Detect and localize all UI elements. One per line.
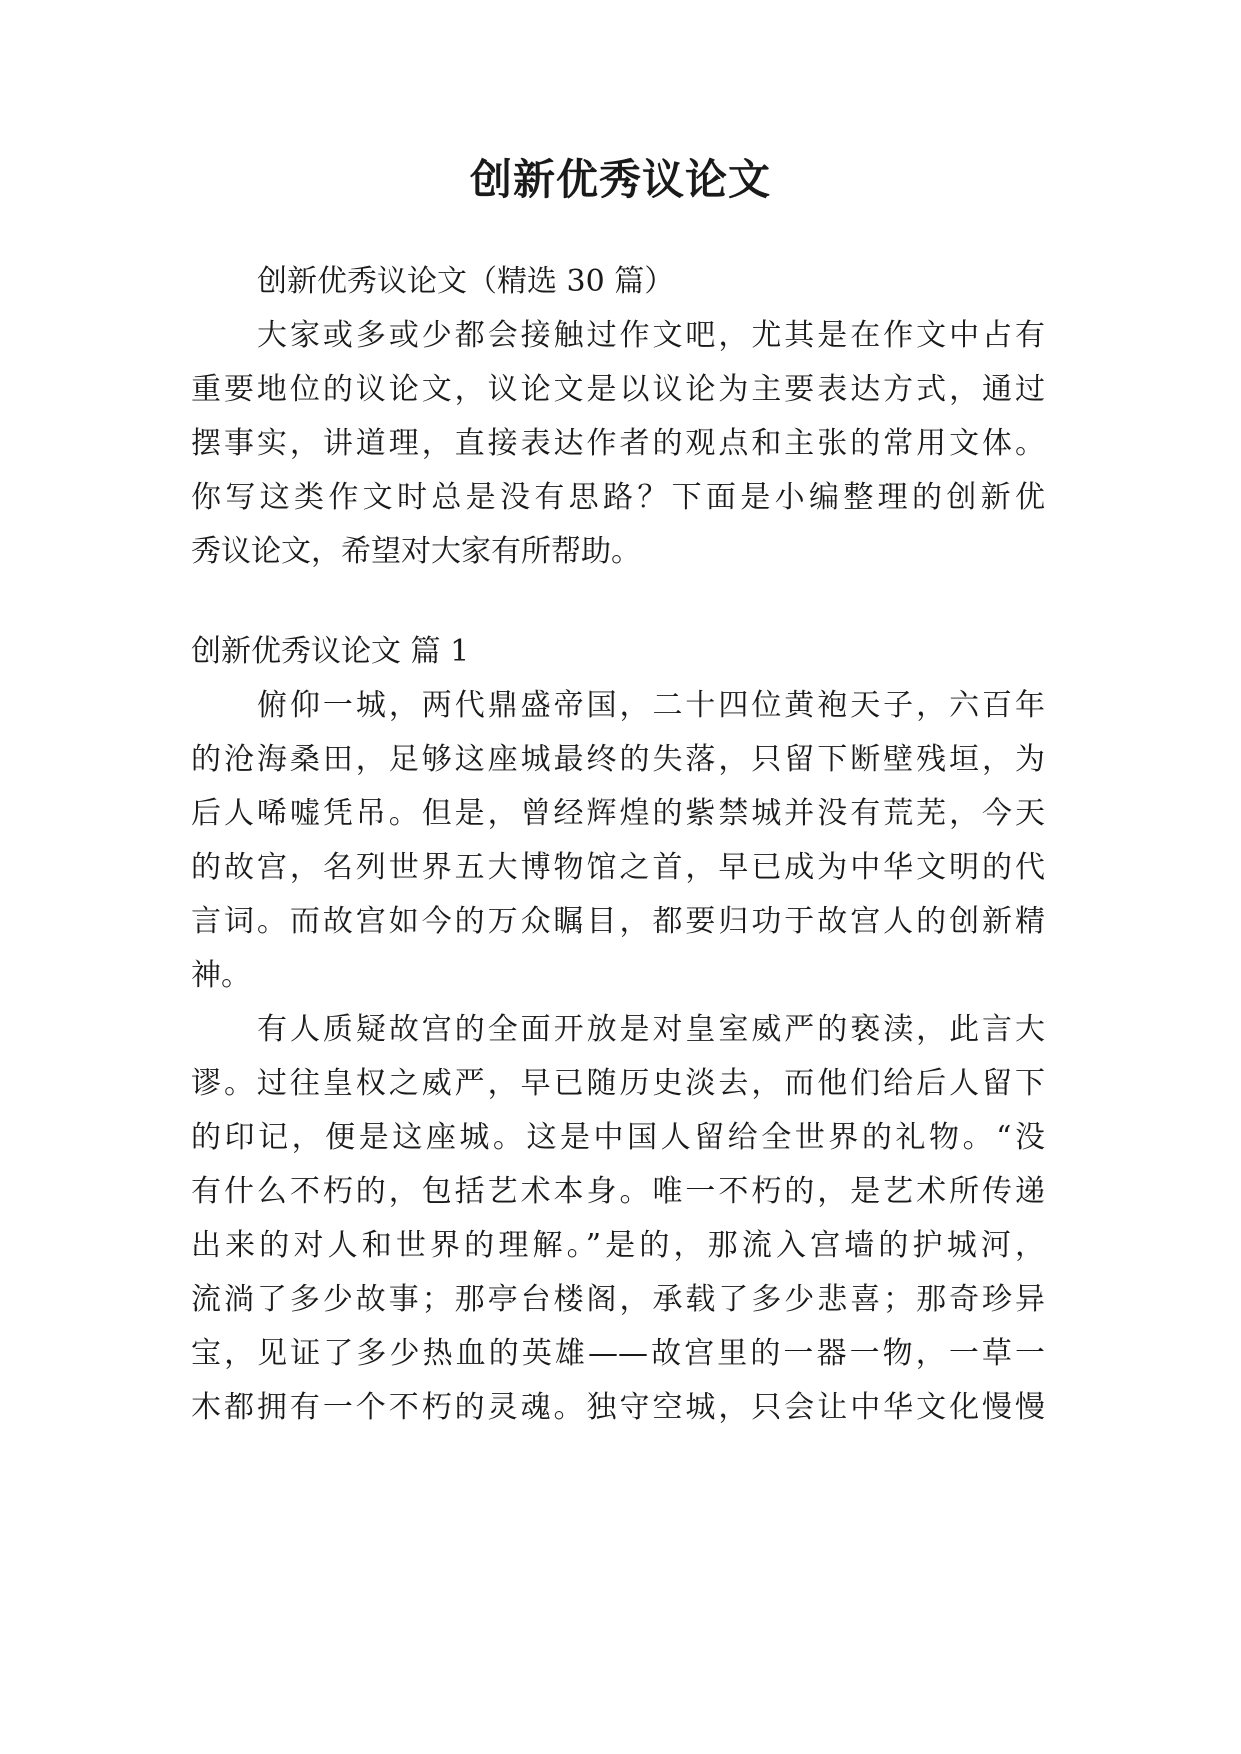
paragraph-line: 的故宫，名列世界五大博物馆之首，早已成为中华文明的代 [191, 850, 1045, 885]
paragraph-line: 流淌了多少故事；那亭台楼阁，承载了多少悲喜；那奇珍异 [191, 1282, 1045, 1317]
section-heading: 创新优秀议论文 篇 1 [191, 634, 470, 669]
intro-line: 重要地位的议论文，议论文是以议论为主要表达方式，通过 [191, 372, 1045, 407]
paragraph-line: 出来的对人和世界的理解。”是的，那流入宫墙的护城河， [191, 1228, 1045, 1263]
document-subtitle: 创新优秀议论文（精选 30 篇） [257, 264, 675, 299]
document-title: 创新优秀议论文 [469, 155, 771, 204]
paragraph-line: 言词。而故宫如今的万众瞩目，都要归功于故宫人的创新精 [191, 904, 1045, 939]
paragraph-line: 的沧海桑田，足够这座城最终的失落，只留下断壁残垣，为 [191, 742, 1045, 777]
intro-line: 大家或多或少都会接触过作文吧，尤其是在作文中占有 [257, 318, 1045, 353]
intro-line: 你写这类作文时总是没有思路？下面是小编整理的创新优 [191, 480, 1045, 515]
paragraph-line: 后人唏嘘凭吊。但是，曾经辉煌的紫禁城并没有荒芜，今天 [191, 796, 1045, 831]
paragraph-line: 神。 [191, 958, 251, 993]
paragraph-line: 谬。过往皇权之威严，早已随历史淡去，而他们给后人留下 [191, 1066, 1045, 1101]
paragraph-line: 俯仰一城，两代鼎盛帝国，二十四位黄袍天子，六百年 [257, 688, 1045, 723]
paragraph-line: 有什么不朽的，包括艺术本身。唯一不朽的，是艺术所传递 [191, 1174, 1045, 1209]
intro-line: 摆事实，讲道理，直接表达作者的观点和主张的常用文体。 [191, 426, 1045, 461]
paragraph-line: 的印记，便是这座城。这是中国人留给全世界的礼物。“没 [191, 1120, 1045, 1155]
intro-line: 秀议论文，希望对大家有所帮助。 [191, 534, 641, 569]
paragraph-line: 有人质疑故宫的全面开放是对皇室威严的亵渎，此言大 [257, 1012, 1045, 1047]
paragraph-line: 宝，见证了多少热血的英雄——故宫里的一器一物，一草一 [191, 1336, 1045, 1371]
paragraph-line: 木都拥有一个不朽的灵魂。独守空城，只会让中华文化慢慢 [191, 1390, 1045, 1425]
